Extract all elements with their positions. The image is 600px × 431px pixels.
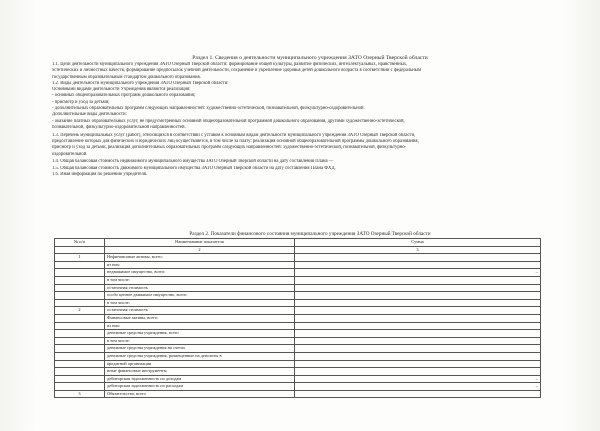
row-number <box>55 337 105 345</box>
row-number <box>55 383 105 391</box>
row-sum <box>295 330 541 338</box>
row-sum <box>295 276 541 284</box>
row-indicator-name: Финансовые активы, всего: <box>105 314 295 322</box>
row-indicator-name: из них: <box>105 322 295 330</box>
row-indicator-name: денежные средства учреждения, всего <box>105 330 295 338</box>
section-1-body <box>52 62 572 178</box>
paragraph-line: Основными видами деятельности Учреждения являются реализация: <box>52 87 191 93</box>
table-row <box>55 307 541 315</box>
row-sum <box>295 261 541 269</box>
table-row <box>55 322 541 330</box>
table-row <box>55 360 541 368</box>
row-number <box>55 330 105 338</box>
row-indicator-name: иные финансовые инструменты <box>105 368 295 376</box>
paragraph-line: эстетических и личностных качеств, формирование предпосылок учебной деятельности, сохранение и укрепление здоровья детей дошкольного возраста в соответствии с федеральным <box>52 68 421 74</box>
table-row <box>55 390 541 398</box>
row-indicator-name: дебиторская задолженность по расходам <box>105 383 295 391</box>
row-indicator-name: остаточная стоимость <box>105 307 295 315</box>
row-sum <box>295 284 541 292</box>
table-row <box>55 352 541 360</box>
row-sum: – <box>295 269 541 277</box>
row-number <box>55 276 105 284</box>
table-row <box>55 368 541 376</box>
row-number: 3 <box>55 390 105 398</box>
table-header-numbers-row <box>55 246 541 254</box>
row-indicator-name: Обязательства, всего <box>105 390 295 398</box>
row-indicator-name: особо ценное движимое имущество, всего: <box>105 292 295 300</box>
row-number <box>55 299 105 307</box>
paragraph-line: Дополнительные виды деятельности: <box>52 112 127 118</box>
row-indicator-name: Нефинансовые активы, всего: <box>105 254 295 262</box>
table-body <box>55 254 541 398</box>
table-row <box>55 254 541 262</box>
row-sum <box>295 292 541 300</box>
row-sum <box>295 345 541 353</box>
row-sum: – <box>295 375 541 383</box>
row-sum <box>295 337 541 345</box>
row-indicator-name: в том числе: <box>105 337 295 345</box>
paragraph-line: предоставление которых для физических и юридических лиц осуществляется, в том числе за плату: реализация основной общеобразовательной программы дошкольного образования, <box>52 139 419 145</box>
table-row <box>55 276 541 284</box>
paragraph-line: 1.2. Виды деятельности муниципального учреждения ЗАТО Озерный Тверской области: <box>52 80 229 86</box>
row-indicator-name: дебиторская задолженность по доходам <box>105 375 295 383</box>
row-number <box>55 352 105 360</box>
row-number: 2 <box>55 307 105 315</box>
row-number <box>55 284 105 292</box>
paragraph-line: 1.4. Общая балансовая стоимость недвижимого муниципального имущества ЗАТО Озерный Тверской области на дату составления Плана — <box>52 159 334 165</box>
paragraph-line: - присмотр и уход за детьми; <box>52 99 110 105</box>
row-indicator-name: денежные средства учреждения, размещенные на депозиты в <box>105 352 295 360</box>
row-sum <box>295 360 541 368</box>
financial-indicators-table <box>54 238 541 398</box>
row-sum <box>295 314 541 322</box>
row-number <box>55 261 105 269</box>
paragraph-line: - дополнительных образовательных программ следующих направленностей: художественно-эстетической, познавательной, физкультурно-оздоровительной. <box>52 106 365 112</box>
row-number <box>55 375 105 383</box>
header-name-index: 2 <box>105 246 295 254</box>
table-row <box>55 337 541 345</box>
row-indicator-name: недвижимое имущество, всего: <box>105 269 295 277</box>
paragraph-line: 1.1. Цели деятельности муниципального учреждения ЗАТО Озерный Тверской области: формирование общей культуры, развитие физических, интеллектуальных, нравственных, <box>52 62 408 67</box>
table-row <box>55 261 541 269</box>
paragraph-line: государственным образовательным стандартом дошкольного образования. <box>52 74 201 80</box>
row-sum <box>295 307 541 315</box>
table-row <box>55 284 541 292</box>
row-number <box>55 368 105 376</box>
row-number <box>55 322 105 330</box>
row-sum <box>295 322 541 330</box>
paragraph-line: - основных общеобразовательных программ дошкольного образования; <box>52 93 196 99</box>
row-number <box>55 292 105 300</box>
row-number: 1 <box>55 254 105 262</box>
table-header-row <box>55 239 541 247</box>
header-sum: Сумма <box>295 239 541 247</box>
table-row <box>55 269 541 277</box>
paragraph-line: 1.6. Иная информация по решению учредителя. <box>52 172 148 178</box>
row-indicator-name: денежные средства учреждения на счетах <box>105 345 295 353</box>
section-1-title: Раздел 1. Сведения о деятельности муниципального учреждения ЗАТО Озерный Тверской области <box>192 55 428 61</box>
row-indicator-name: из них: <box>105 261 295 269</box>
paragraph-line: 1.5. Общая балансовая стоимость движимого муниципального имущества ЗАТО Озерный Тверской области на дату составления Плана ФХД. <box>52 165 336 171</box>
row-indicator-name: остаточная стоимость <box>105 284 295 292</box>
row-number <box>55 360 105 368</box>
row-number <box>55 345 105 353</box>
paragraph-line: 1.3. Перечень муниципальных услуг (работ), относящихся в соответствии с уставом к основным видам деятельности муниципального учреждения ЗАТО Озерный Тверской области, <box>52 132 416 138</box>
row-number <box>55 314 105 322</box>
section-2-title: Раздел 2. Показатели финансового состояния муниципального учреждения ЗАТО Озерный Тверской области <box>189 231 431 237</box>
paragraph-line: присмотр и уход за детьми, реализация дополнительных образовательных программ следующих направленностей: художественно-эстетической, познавательной, физкультурно- <box>52 145 407 151</box>
row-indicator-name: кредитной организации <box>105 360 295 368</box>
table-row <box>55 330 541 338</box>
table-row <box>55 375 541 383</box>
paragraph-line: - оказание платных образовательных услуг, не предусмотренных основной общеобразовательной программой дошкольного образования, другими художественно-эстетической, <box>52 118 405 124</box>
row-indicator-name: в том числе: <box>105 299 295 307</box>
table-row <box>55 292 541 300</box>
row-sum <box>295 254 541 262</box>
row-indicator-name: в том числе: <box>105 276 295 284</box>
row-sum <box>295 352 541 360</box>
row-sum: – <box>295 383 541 391</box>
row-number <box>55 269 105 277</box>
table-row <box>55 345 541 353</box>
row-sum <box>295 390 541 398</box>
table-row <box>55 314 541 322</box>
header-num-index <box>55 246 105 254</box>
table-row <box>55 299 541 307</box>
table-row <box>55 383 541 391</box>
paragraph-line: оздоровительной. <box>52 151 88 157</box>
row-sum <box>295 368 541 376</box>
row-sum <box>295 299 541 307</box>
header-sum-index: 3 <box>295 246 541 254</box>
paragraph-line: познавательной, физкультурно-оздоровительной направленностей. <box>52 124 186 130</box>
header-num: № п/п <box>55 239 105 247</box>
header-name: Наименование показателя <box>105 239 295 247</box>
